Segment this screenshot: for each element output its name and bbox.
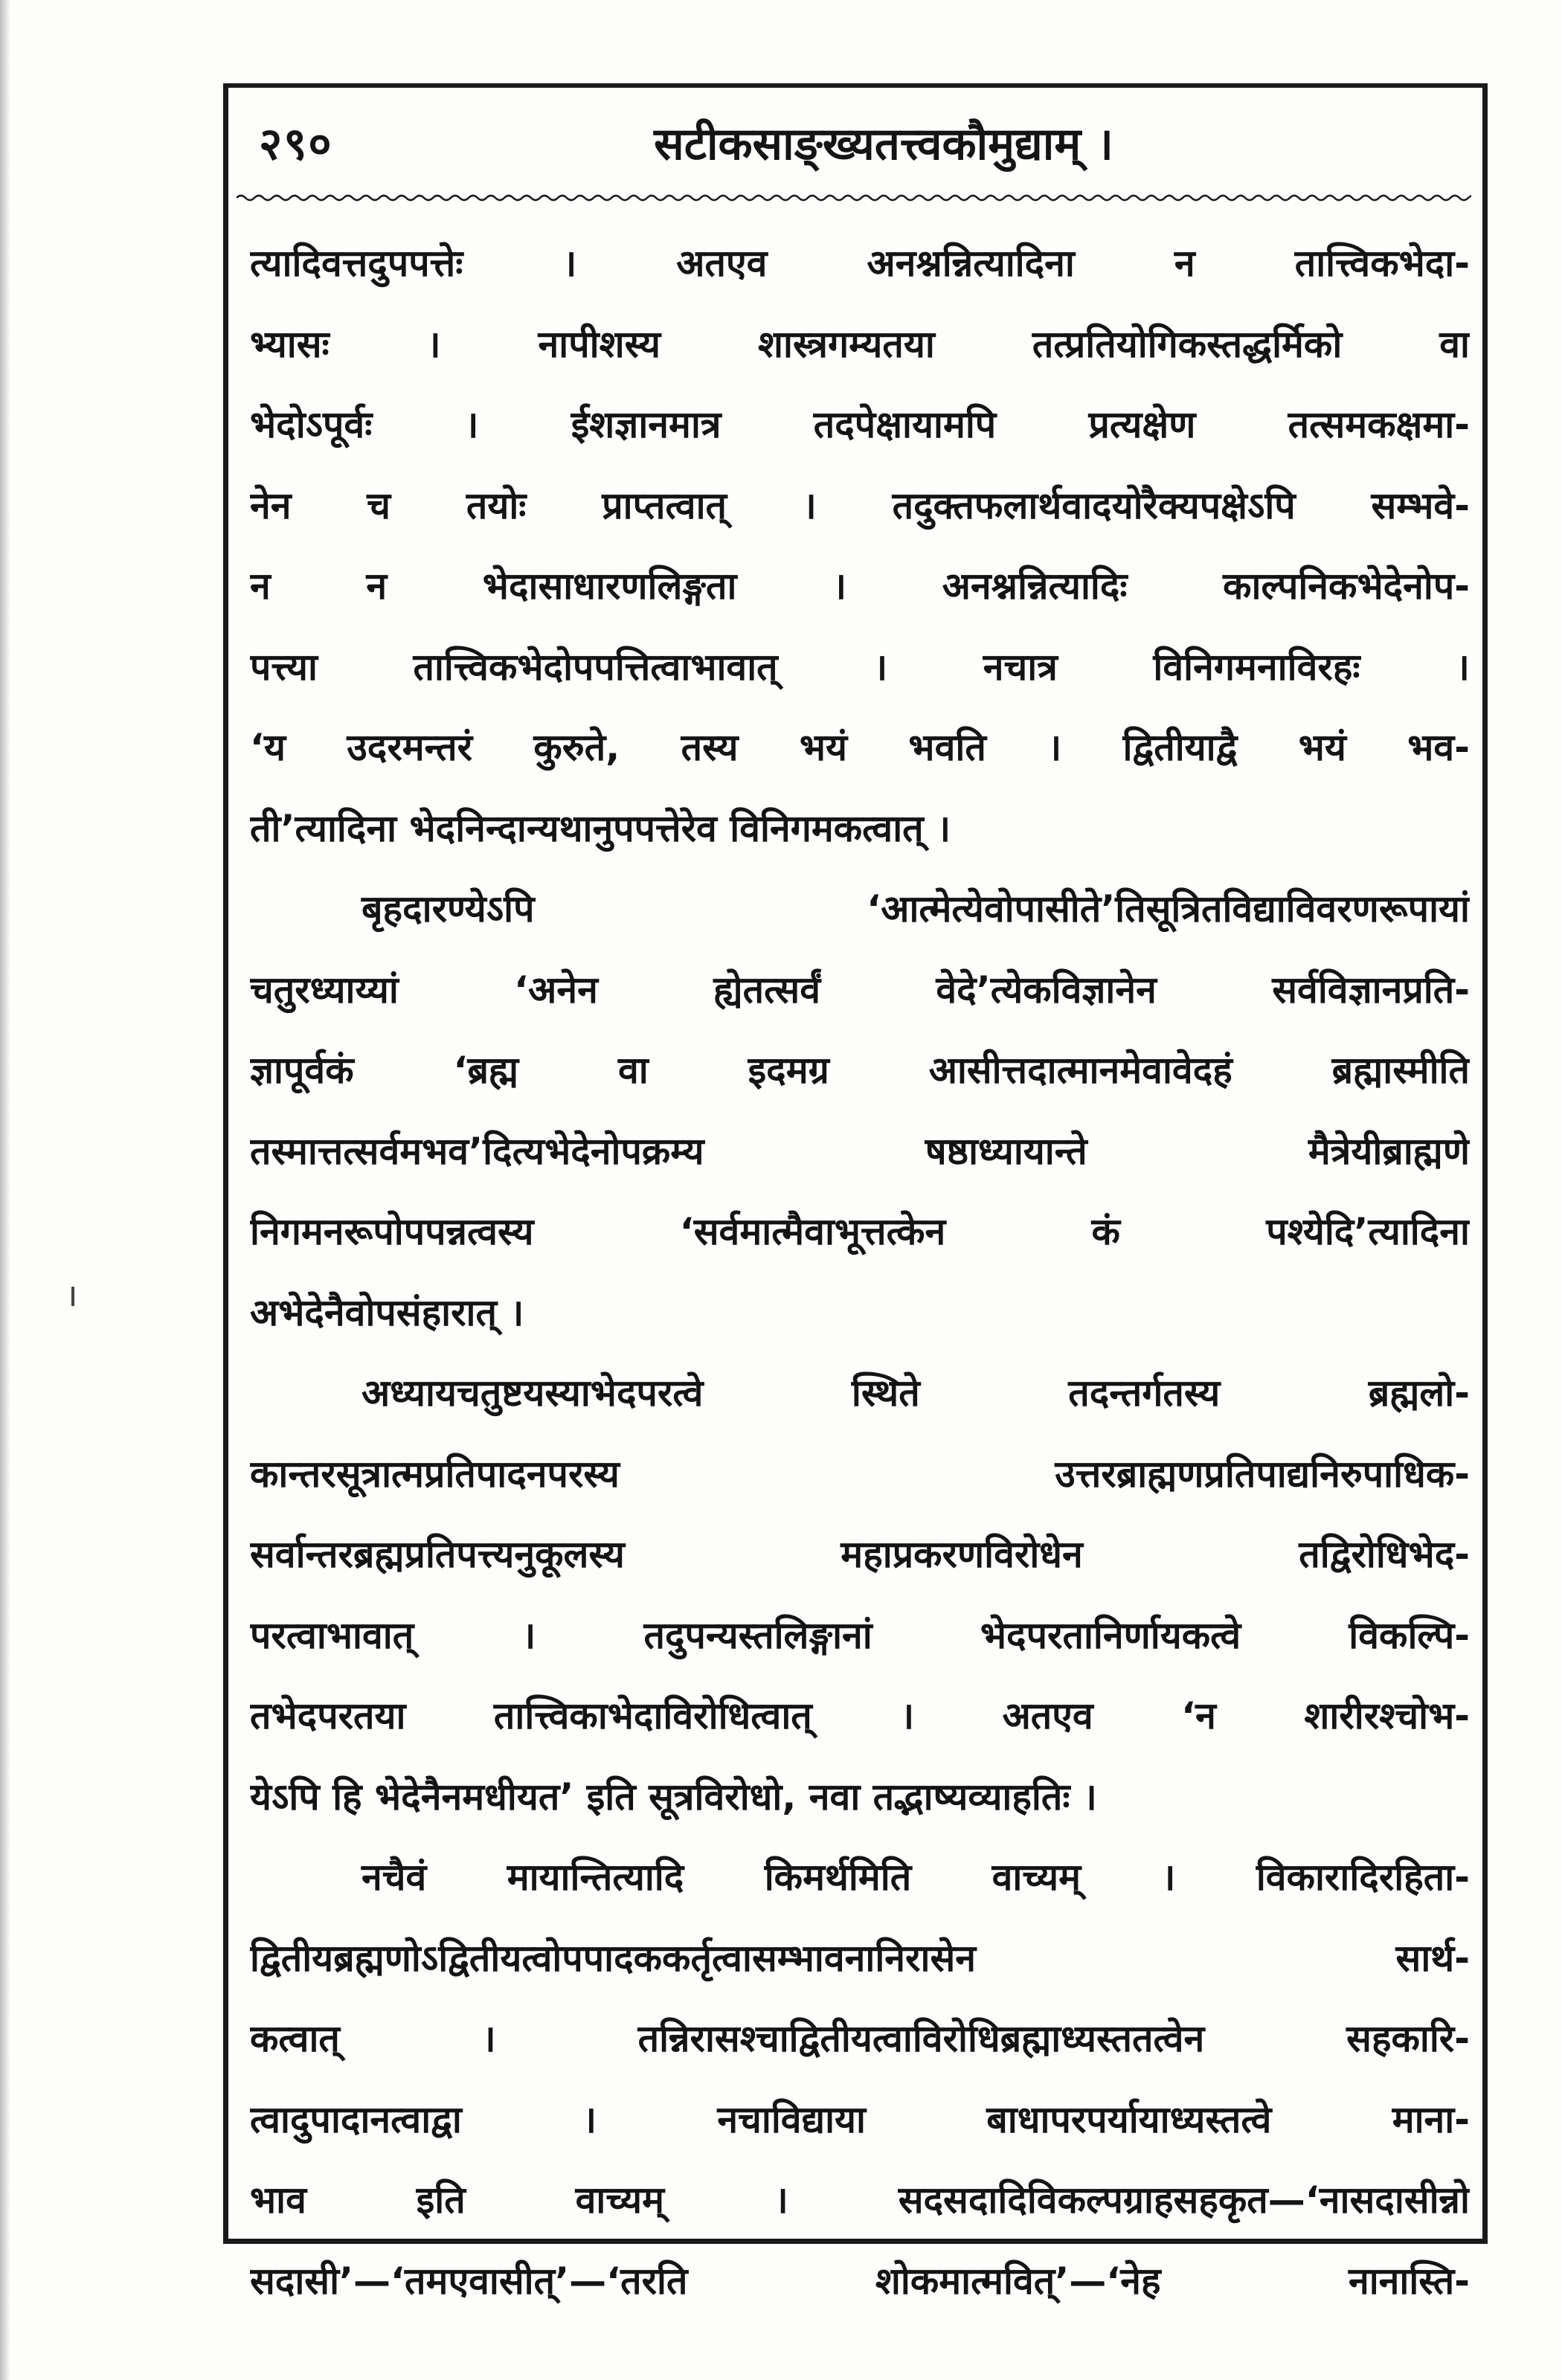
running-title: सटीकसाङ्ख्यतत्त्वकौमुद्याम् । <box>654 118 1113 170</box>
text-line: त्यादिवत्तदुपपत्तेः । अतएव अनश्नन्नित्यादिना न तात्त्विकभेदा- <box>250 242 1470 285</box>
page-header <box>237 104 1471 178</box>
text-line: अभेदेनैवोपसंहारात् । <box>250 1290 524 1334</box>
text-line: ‘य उदरमन्तरं कुरुते, तस्य भयं भवति । द्वितीयाद्वै भयं भव- <box>250 726 1470 769</box>
text-line: ती’त्यादिना भेदनिन्दान्यथानुपपत्तेरेव विनिगमकत्वात् । <box>250 806 951 850</box>
page-number: २९० <box>259 118 333 170</box>
text-line: नेन च तयोः प्राप्तत्वात् । तदुक्तफलार्थवादयोरैक्यपक्षेऽपि सम्भवे- <box>250 483 1470 527</box>
text-line: कत्वात् । तन्निरासश्चाद्वितीयत्वाविरोधिब्रह्माध्यस्ततत्वेन सहकारि- <box>250 2017 1470 2060</box>
text-line: पत्त्या तात्त्विकभेदोपपत्तित्वाभावात् । नचात्र विनिगमनाविरहः । <box>250 645 1470 689</box>
text-line: त्वादुपादानत्वाद्वा । नचाविद्याया बाधापरपर्यायाध्यस्तत्वे माना- <box>250 2097 1470 2141</box>
text-line: न न भेदासाधारणलिङ्गता । अनश्नन्नित्यादिः काल्पनिकभेदेनोप- <box>250 565 1470 608</box>
text-line: निगमनरूपोपपन्नत्वस्य ‘सर्वमात्मैवाभूत्तत्केन कं पश्येदि’त्यादिना <box>250 1210 1470 1253</box>
text-line: द्वितीयब्रह्मणोऽद्वितीयत्वोपपादककर्तृत्वासम्भावनानिरासेन सार्थ- <box>250 1936 1470 1980</box>
paragraph <box>250 869 1470 1353</box>
text-line: अध्यायचतुष्टयस्याभेदपरत्वे स्थिते तदन्तर्गतस्य ब्रह्मलो- <box>361 1371 1470 1415</box>
text-line: नचैवं मायान्तित्यादि किमर्थमिति वाच्यम् । विकारादिरहिता- <box>361 1856 1470 1899</box>
text-line: तभेदपरतया तात्त्विकाभेदाविरोधित्वात् । अतएव ‘न शारीरश्चोभ- <box>250 1694 1470 1737</box>
text-line: परत्वाभावात् । तदुपन्यस्तलिङ्गानां भेदपरतानिर्णायकत्वे विकल्पि- <box>250 1613 1470 1657</box>
text-line: चतुरध्याय्यां ‘अनेन ह्येतत्सर्वं वेदे’त्येकविज्ञानेन सर्वविज्ञानप्रति- <box>250 968 1470 1012</box>
paragraph <box>250 223 1470 869</box>
scan-speck <box>71 1287 74 1306</box>
body-text <box>250 223 1470 2321</box>
text-line: भाव इति वाच्यम् । सदसदादिविकल्पग्राहसहकृत—‘नासदासीन्नो <box>250 2178 1470 2222</box>
header-wavy-rule <box>237 192 1471 204</box>
paragraph <box>250 1353 1470 1837</box>
text-line: भ्यासः । नापीशस्य शास्त्रगम्यतया तत्प्रतियोगिकस्तद्धर्मिको वा <box>250 322 1470 366</box>
text-line: सर्वान्तरब्रह्मप्रतिपत्त्यनुकूलस्य महाप्रकरणविरोधेन तद्विरोधिभेद- <box>250 1533 1470 1576</box>
paragraph <box>250 1837 1470 2321</box>
text-line: सदासी’—‘तमएवासीत्’—‘तरति शोकमात्मवित्’—‘नेह नानास्ति- <box>250 2259 1470 2303</box>
text-line: येऽपि हि भेदेनैनमधीयत’ इति सूत्रविरोधो, नवा तद्भाष्यव्याहतिः । <box>250 1775 1097 1818</box>
text-line: कान्तरसूत्रात्मप्रतिपादनपरस्य उत्तरब्राह्मणप्रतिपाद्यनिरुपाधिक- <box>250 1452 1470 1496</box>
text-line: बृहदारण्येऽपि ‘आत्मेत्येवोपासीते’तिसूत्रितविद्याविवरणरूपायां <box>361 887 1470 930</box>
text-line: तस्मात्तत्सर्वमभव’दित्यभेदेनोपक्रम्य षष्ठाध्यायान्ते मैत्रेयीब्राह्मणे <box>250 1129 1470 1173</box>
scan-edge-shadow <box>0 0 10 2380</box>
text-line: ज्ञापूर्वकं ‘ब्रह्म वा इदमग्र आसीत्तदात्मानमेवावेदहं ब्रह्मास्मीति <box>250 1049 1470 1092</box>
text-line: भेदोऽपूर्वः । ईशज्ञानमात्र तदपेक्षायामपि प्रत्यक्षेण तत्समकक्षमा- <box>250 403 1470 446</box>
